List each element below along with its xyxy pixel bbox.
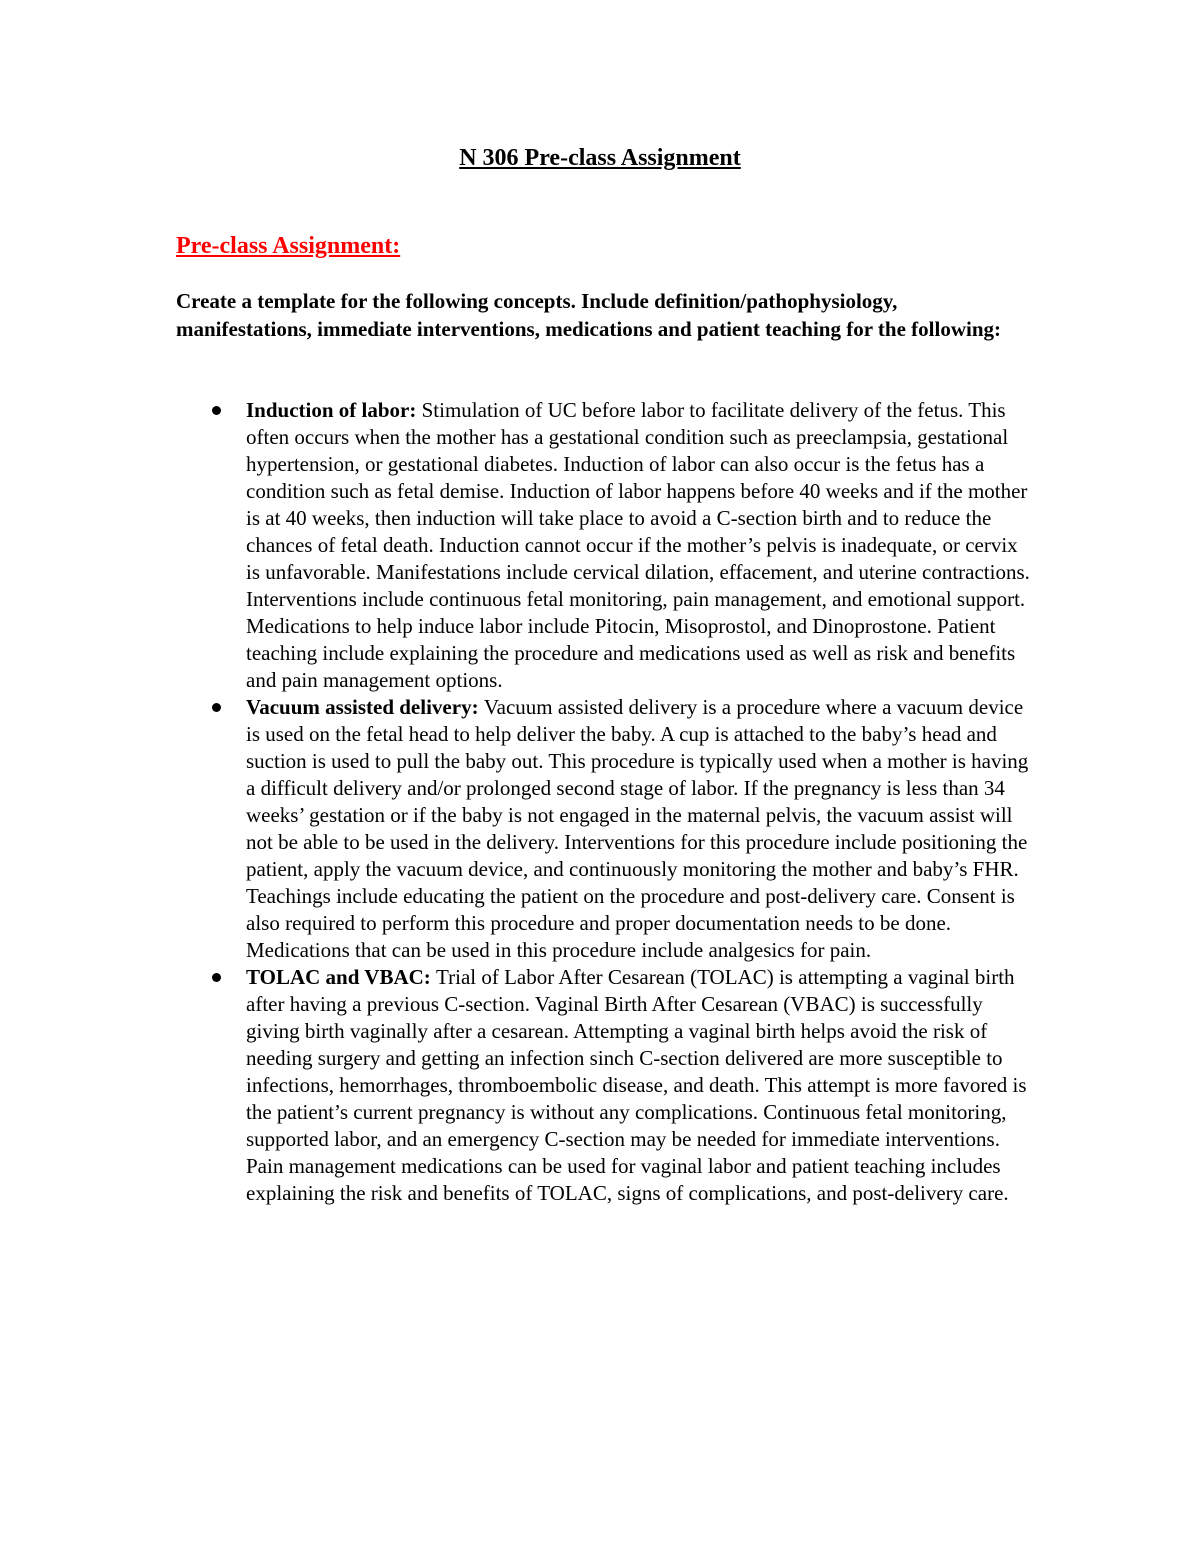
concept-item-induction-of-labor: [176, 397, 1036, 694]
concept-term: Induction of labor:: [246, 398, 422, 422]
concept-item-vacuum-assisted-delivery: [176, 694, 1036, 964]
bullet-icon: [212, 703, 221, 712]
document-title: N 306 Pre-class Assignment: [459, 145, 741, 171]
concept-term: TOLAC and VBAC:: [246, 965, 437, 989]
concept-description: Vacuum assisted delivery is a procedure where a vacuum device is used on the fetal head to help deliver the baby. A cup is attached to the baby’s head and suction is used to pull the baby out. This procedure is typically used when a mother is having a difficult delivery and/or prolonged second stage of labor. If the pregnancy is less than 34 weeks’ gestation or if the baby is not engaged in the maternal pelvis, the vacuum assist will not be able to be used in the delivery. Interventions for this procedure include positioning the patient, apply the vacuum device, and continuously monitoring the mother and baby’s FHR. Teachings include educating the patient on the procedure and post-delivery care. Consent is also required to perform this procedure and proper documentation needs to be done. Medications that can be used in this procedure include analgesics for pain.: [246, 695, 1029, 962]
concept-description: Trial of Labor After Cesarean (TOLAC) is attempting a vaginal birth after having a previous C-section. Vaginal Birth After Cesarean (VBAC) is successfully giving birth vaginally after a cesarean. Attempting a vaginal birth helps avoid the risk of needing surgery and getting an infection sinch C-section delivered are more susceptible to infections, hemorrhages, thromboembolic disease, and death. This attempt is more favored is the patient’s current pregnancy is without any complications. Continuous fetal monitoring, supported labor, and an emergency C-section may be needed for immediate interventions. Pain management medications can be used for vaginal labor and patient teaching includes explaining the risk and benefits of TOLAC, signs of complications, and post-delivery care.: [246, 965, 1027, 1205]
concept-item-tolac-and-vbac: [176, 964, 1036, 1207]
concept-term: Vacuum assisted delivery:: [246, 695, 484, 719]
assignment-instructions: Create a template for the following concepts. Include definition/pathophysiology, manifestations, immediate interventions, medications and patient teaching for the following:: [176, 289, 1001, 341]
concept-description: Stimulation of UC before labor to facilitate delivery of the fetus. This often occurs when the mother has a gestational condition such as preeclampsia, gestational hypertension, or gestational diabetes. Induction of labor can also occur is the fetus has a condition such as fetal demise. Induction of labor happens before 40 weeks and if the mother is at 40 weeks, then induction will take place to avoid a C-section birth and to reduce the chances of fetal death. Induction cannot occur if the mother’s pelvis is inadequate, or cervix is unfavorable. Manifestations include cervical dilation, effacement, and uterine contractions. Interventions include continuous fetal monitoring, pain management, and emotional support. Medications to help induce labor include Pitocin, Misoprostol, and Dinoprostone. Patient teaching include explaining the procedure and medications used as well as risk and benefits and pain management options.: [246, 398, 1030, 692]
bullet-icon: [212, 406, 221, 415]
bullet-icon: [212, 973, 221, 982]
concept-list: [176, 397, 1036, 1207]
section-heading: Pre-class Assignment:: [176, 233, 401, 259]
